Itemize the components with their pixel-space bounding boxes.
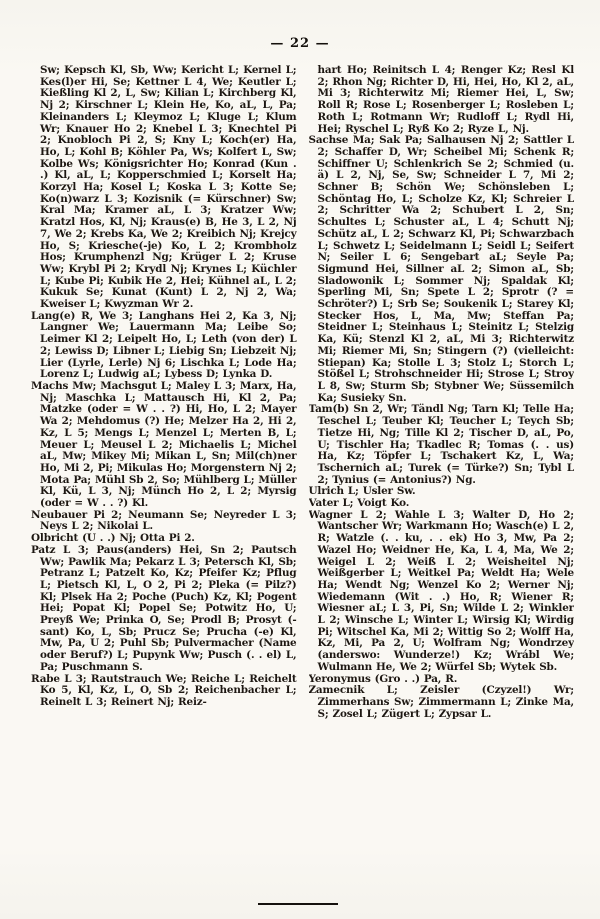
entry-paragraph-t: Tam(b) Sn 2, Wr; Tändl Ng; Tarn Kl; Telle Ha; Teschel L; Teuber Kl; Teucher L; Teych Sb; Tietze Hi, Ng; Tille Kl 2; Tischer D, aL, Po, U; Tischler Ha; Tkadlec R; Tomas (. . us) Ha, Kz; Töpfer L; Tschakert Kz, L, Wa; Tschernich aL; Turek (= Türke?) Sn; Tybl L 2; Tynius (= Antonius?) Ng.	[308, 403, 574, 486]
entry-paragraph-w: Wagner L 2; Wahle L 3; Walter D, Ho 2; Wantscher Wr; Warkmann Ho; Wasch(e) L 2, R; Watzle (. . ku, . . ek) Ho 3, Mw, Pa 2; Wazel Ho; Weidner He, Ka, L 4, Ma, We 2; Weigel L 2; Weiß L 2; Weisheitel Nj; Weißgerber L; Weitkel Pa; Weldt Ha; Wele Ha; Wendt Ng; Wenzel Ko 2; Werner Nj; Wiedemann (Wit . .) Ho, R; Wiener R; Wiesner aL; L 3, Pi, Sn; Wilde L 2; Winkler L 2; Winsche L; Winter L; Wirsig Kl; Wirdig Pi; Witschel Ka, Mi 2; Wittig So 2; Wolff Ha, Kz, Mi, Pa 2, U; Wolfram Ng; Wondrzey (anderswo: Wunderze!) Kz; Wrábl We; Wulmann He, We 2; Würfel Sb; Wytek Sb.	[308, 508, 574, 673]
entry-paragraph-v: Vater L; Voigt Ko.	[308, 497, 410, 510]
entry-paragraph-z: Zamecnik L; Zeisler (Czyzel!) Wr; Zimmerhans Sw; Zimmermann L; Zinke Ma, S; Zosel L; Zügert L; Zypsar L.	[308, 684, 574, 720]
right-column	[309, 65, 575, 895]
section-end-rule	[258, 903, 338, 905]
entry-paragraph-m: Machs Mw; Machsgut L; Maley L 3; Marx, Ha, Nj; Maschka L; Mattausch Hi, Kl 2, Pa; Matzke (oder = W . . ?) Hi, Ho, L 2; Mayer Wa 2; Mehdomus (?) He; Melzer Ha 2, Hi 2, Kz, L 5; Mengs L; Menzel L; Merten B, L; Meuer L; Meusel L 2; Michaelis L; Michel aL, Mw; Mikey Mi; Mikan L, Sn; Mil(ch)ner Ho, Mi 2, Pi; Mikulas Ho; Morgenstern Nj 2; Mota Pa; Mühl Sb 2, So; Mühlberg L; Müller Kl, Kü, L 3, Nj; Münch Ho 2, L 2; Myrsig (oder = W . . ?) Kl.	[31, 379, 297, 510]
page-number-header: — 22 —	[270, 36, 330, 51]
entry-paragraph-l: Lang(e) R, We 3; Langhans Hei 2, Ka 3, Nj; Langner We; Lauermann Ma; Leibe So; Leimer Kl 2; Leipelt Ho, L; Leth (von der) L 2; Lewiss D; Libner L; Liebig Sn; Liebzeit Nj; Lier (Lyrle, Lerle) Nj 6; Lischka L; Lode Ha; Lorenz L; Ludwig aL; Lybess D; Lynka D.	[31, 309, 297, 381]
two-column-text-block	[0, 51, 600, 895]
entry-paragraph-k-continuation: Sw; Kepsch Kl, Sb, Ww; Kericht L; Kernel L; Kes(l)er Hi, Se; Kettner L 4, We; Keutler L; Kießling Kl 2, L, Sw; Kilian L; Kirchberg Kl, Nj 2; Kirschner L; Klein He, Ko, aL, L, Pa; Kleinanders L; Kleymoz L; Kluge L; Klum Wr; Knauer Ho 2; Knebel L 3; Knechtel Pi 2; Knobloch Pi 2, S; Kny L; Koch(er) Ha, Ho, L; Kohl B; Köhler Pa, Ws; Kolfert L, Sw; Kolbe Ws; Königsrichter Ho; Konrad (Kun . .) Kl, aL, L; Kopperschmied L; Korselt Ha; Korzyl Ha; Kosel L; Koska L 3; Kotte Se; Ko(n)warz L 3; Kozisnik (= Kürschner) Sw; Kral Ma; Kramer aL, L 3; Kratzer Ww; Kratzl Hos, Kl, Nj; Kraus(e) B, He 3, L 2, Nj 7, We 2; Krebs Ka, We 2; Kreibich Nj; Krejcy Ho, S; Kriesche(-je) Ko, L 2; Krombholz Hos; Krumphenzl Ng; Krüger L 2; Kruse Ww; Krybl Pi 2; Krydl Nj; Krynes L; Küchler L; Kube Pi; Kubik He 2, Hei; Kühnel aL, L 2; Kukuk Se; Kunat (Kunt) L 2, Nj 2, Wa; Kweiser L; Kwyzman Wr 2.	[40, 65, 297, 311]
entry-paragraph-n: Neubauer Pi 2; Neumann Se; Neyreder L 3; Neys L 2; Nikolai L.	[31, 508, 297, 533]
left-column	[31, 65, 297, 895]
entry-paragraph-r-continuation: hart Ho; Reinitsch L 4; Renger Kz; Resl Kl 2; Rhon Ng; Richter D, Hi, Hei, Ho, Kl 2, aL, Mi 3; Richterwitz Mi; Riemer Hei, L, Sw; Roll R; Rose L; Rosenberger L; Rosleben L; Roth L; Rotmann Wr; Rudloff L; Rydl Hi, Hei; Ryschel L; Ryß Ko 2; Ryze L, Nj.	[317, 65, 574, 135]
entry-paragraph-r: Rabe L 3; Rautstrauch We; Reiche L; Reichelt Ko 5, Kl, Kz, L, O, Sb 2; Reichenbacher L; Reinelt L 3; Reinert Nj; Reiz-	[31, 672, 297, 708]
entry-paragraph-o: Olbricht (U . .) Nj; Otta Pi 2.	[31, 532, 195, 545]
entry-paragraph-s: Sachse Ma; Sak Pa; Salhausen Nj 2; Sattler L 2; Schaffer D, Wr; Scheibel Mi; Schenk R; Schiffner U; Schlenkrich Se 2; Schmied (u. ä) L 2, Nj, Se, Sw; Schneider L 7, Mi 2; Schner B; Schön We; Schönsleben L; Schöntag Ho, L; Scholze Kz, Kl; Schreier L 2; Schritter Wa 2; Schubert L 2, Sn; Schultes L; Schuster aL, L 4; Schutt Nj; Schütz aL, L 2; Schwarz Kl, Pi; Schwarzbach L; Schwetz L; Seidelmann L; Seidl L; Seifert N; Seiler L 6; Sengebart aL; Seyle Pa; Sigmund Hei, Sillner aL 2; Simon aL, Sb; Sladowonik L; Sommer Nj; Spaldak Kl; Sperling Mi, Sn; Spete L 2; Sprotr (? = Schröter?) L; Srb Se; Soukenik L; Starey Kl; Stecker Hos, L, Ma, Mw; Steffan Pa; Steidner L; Steinhaus L; Steinitz L; Stelzig Ka, Kü; Stenzl Kl 2, aL, Mi 3; Richterwitz Mi; Riemer Mi, Sn; Stingern (?) (vielleicht: Stiepan) Ka; Stolle L 3; Stolz L; Storch L; Stößel L; Strohschneider Hi; Strose L; Stroy L 8, Sw; Sturm Sb; Stybner We; Süssemilch Ka; Susieky Sn.	[308, 134, 574, 404]
entry-paragraph-p: Patz L 3; Paus(anders) Hei, Sn 2; Pautsch Ww; Pawlik Ma; Pekarz L 3; Petersch Kl, Sb; Petranz L; Patzelt Ko, Kz; Pfeifer Kz; Pflug L; Pietsch Kl, L, O 2, Pi 2; Pleka (= Pilz?) Kl; Plsek Ha 2; Poche (Puch) Kz, Kl; Pogent Hei; Popat Kl; Popel Se; Potwitz Ho, U; Preyß We; Prinka O, Se; Prodl B; Prosyt (-sant) Ko, L, Sb; Prucz Se; Prucha (-e) Kl, Mw, Pa, U 2; Puhl Sb; Pulvermacher (Name oder Beruf?) L; Pupynk Ww; Pusch (. . el) L, Pa; Puschmann S.	[31, 543, 297, 673]
entry-paragraph-y: Yeronymus (Gro . .) Pa, R.	[308, 672, 458, 685]
entry-paragraph-u: Ulrich L; Usler Sw.	[308, 485, 416, 498]
